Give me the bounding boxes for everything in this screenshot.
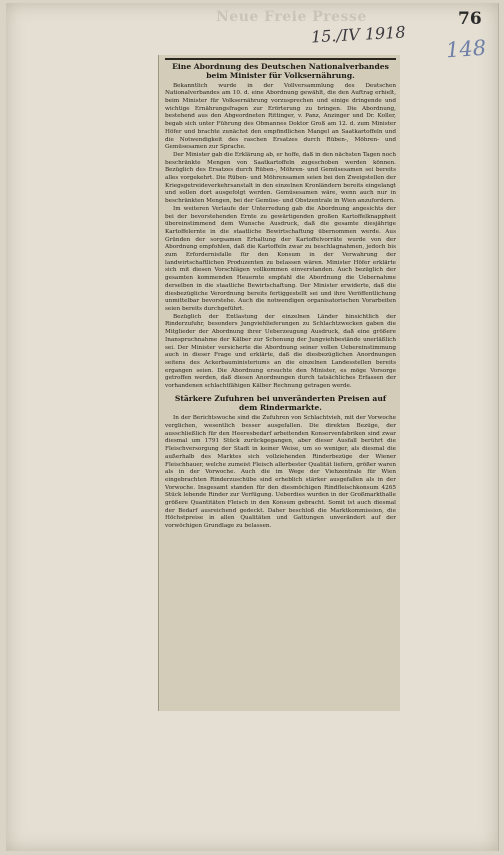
handwritten-folio-number: 148	[445, 35, 487, 63]
article-1-headline: Eine Abordnung des Deutschen Nationalverbandes beim Minister für Volksernährung.	[172, 62, 389, 80]
article-1-paragraph: Im weiteren Verlaufe der Unterredung gab die Abordnung angesichts der bei der bevorstehenden Ernte zu gewärtigenden großen Kartoffelknappheit übereinstimmend dem Wunsche Ausdruck, daß die gesamte diesjährige Kartoffelernte in die staatliche Bewirtschaftung übernommen werde. Aus Gründen der sorgsamen Erhaltung der Kartoffelvorräte wurde von der Abordnung empfohlen, daß die Kartoffeln zwar zu beschlagnahmen, jedoch bis zum Erfordernisfalle für den Konsum in der Verwahrung der landwirtschaftlichen Produzenten zu belassen wären. Minister Höfer erklärte sich mit diesen Vorschlägen vollkommen einverstanden. Auch bezüglich der gesamten kommenden Heuernte empfahl die Abordnung die Uebernahme derselben in die staatliche Bewirtschaftung. Der Minister erwiderte, daß die diesbezügliche Verordnung bereits fertiggestellt sei und ihre Veröffentlichung unmittelbar bevorstehe. Auch die notwendigen organisatorischen Vorarbeiten seien bereits durchgeführt.	[165, 205, 396, 312]
article-2-paragraph: In der Berichtswoche sind die Zufuhren von Schlachtvieh, mit der Vorwoche verglichen, wesentlich besser ausgefallen. Die direkten Bezüge, der ausschließlich für den Heeresbedarf arbeitenden Konservenfabriken sind zwar diesmal um 1791 Stück zurückgegangen, aber dieser Ausfall berührt die Fleischversorgung der Stadt in keiner Weise, um so weniger, als diesmal die außerhalb des Marktes sich vollziehenden Rinderbezüge der Wiener Fleischhauer, welche zumeist Fleisch allerbester Qualität liefern, größer waren als in der Vorwoche. Auch die im Wege der Viehzentrale für Wien eingebrachten Rinderzuschübe sind erheblich stärker ausgefallen als in der Vorwoche. Insgesamt standen für den diesmöchigen Rindfleischkonsum 4265 Stück lebende Rinder zur Verfügung. Ueberdies wurden in der Großmarkthalle größere Quantitäten Fleisch in den Konsum gebracht. Somit ist auch diesmal der Bedarf ausreichend gedeckt. Daher beschloß die Marktkommission, die Höchstpreise in allen Qualitäten und Gattungen unverändert auf der vorwöchigen Grundlage zu belassen.	[165, 415, 396, 530]
article-1-paragraph: Der Minister gab die Erklärung ab, er hoffe, daß in den nächsten Tagen noch beschränkte Mengen von Saatkartoffeln zugeschoben werden können. Bezüglich des Ersatzes durch Rüben-, Möhren- und Gemüsesamen sei bereits alles vorgekehrt. Die Rüben- und Möhrensamen seien bei den Zweigstellen der Kriegsgetreideverkehrsanstalt in den einzelnen Kronländern bereits eingelangt und sollen dort ausgefolgt werden. Gemüsesamen wäre, wenn auch nur in beschränkten Mengen, bei der Gemüse- und Obstzentrale in Wien anzufordern.	[165, 151, 396, 205]
top-rule	[165, 58, 396, 60]
article-2-headline: Stärkere Zufuhren bei unveränderten Preisen auf dem Rindermarkte.	[174, 393, 387, 412]
article-1-paragraph: Bezüglich der Entlastung der einzelnen Länder hinsichtlich der Rinderzufuhr, besonders Jungviehlieferungen zu Schlachtzwecken gaben die Mitglieder der Abordnung ihrer Ueberzeugung Ausdruck, daß eine größere Inanspruchnahme der Kälber zur Schonung der Jungviehbestände unerläßlich sei. Der Minister versicherte die Abordnung seiner vollen Uebereinstimmung auch in dieser Frage und erklärte, daß die diesbezüglichen Anordnungen seitens des Ackerbauministeriums an die einzelnen Landesstellen bereits ergangen seien. Die Abordnung ersuchte den Minister, es möge Vorsorge getroffen werden, daß diesen Anordnungen durch tatsächliches Erfassen der vorhandenen schlachtfähigen Kälber Rechnung getragen werde.	[165, 313, 396, 390]
newspaper-clipping	[158, 55, 400, 711]
archive-sheet	[6, 3, 499, 851]
article-1-paragraph: Bekanntlich wurde in der Vollversammlung des Deutschen Nationalverbandes am 10. d. eine Abordnung gewählt, die den Auftrag erhielt, beim Minister für Volksernährung vorzusprechen und einige dringende und wichtige Ernährungsfragen zur Erörterung zu bringen. Die Abordnung, bestehend aus den Abgeordneten Rittinger, v. Panz, Anzinger und Dr. Koller, begab sich unter Führung des Obmannes Doktor Groß am 12. d. zum Minister Höfer und brachte zunächst den empfindlichen Mangel an Saatkartoffeln und die Notwendigkeit des raschen Ersatzes durch Rüben-, Möhren- und Gemüsesamen zur Sprache.	[165, 82, 396, 151]
page-number: 76	[458, 9, 482, 29]
newspaper-masthead: Neue Freie Presse	[216, 9, 367, 25]
handwritten-date: 15./IV 1918	[310, 22, 406, 47]
